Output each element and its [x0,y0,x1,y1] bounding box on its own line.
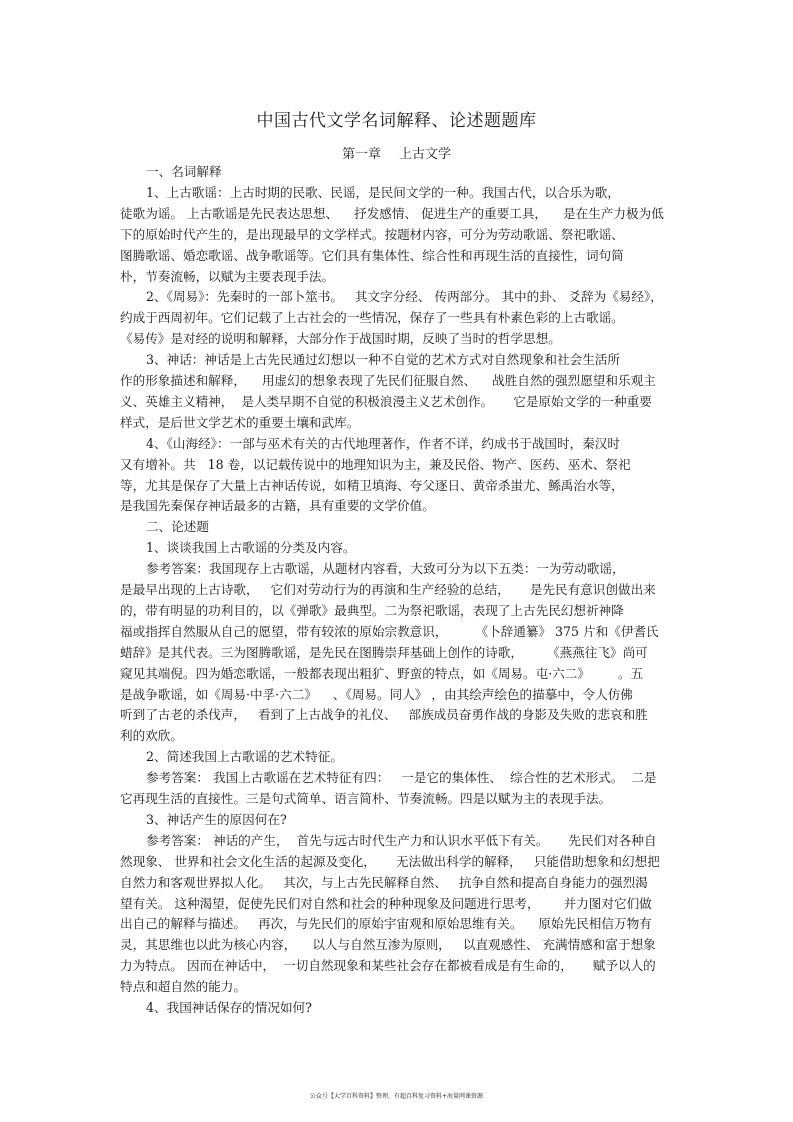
text-line: 参考答案： 我国上古歌谣在艺术特征有四： 一是它的集体性、 综合性的艺术形式。 二是 [146,770,657,786]
text-line: 下的原始时代产生的，是出现最早的文学样式。按题材内容，可分为劳动歌谣、祭祀歌谣、 [120,226,624,242]
text-line: 1、谈谈我国上古歌谣的分类及内容。 [146,540,356,556]
text-line: 特点和超自然的能力。 [120,979,246,995]
text-line: 徒歌为谣。 上古歌谣是先民表达思想、 抒发感情、 促进生产的重要工具， 是在生产力极为低 [120,205,664,221]
text-line: 窥见其端倪。四为婚恋歌谣，一般都表现出粗犷、野蛮的特点，如《周易。屯·六二》 。五 [120,665,644,681]
text-line: 样式，是后世文学艺术的重要土壤和武库。 [120,414,360,430]
chapter-name: 上古文学 [399,147,452,162]
text-line: 义、英雄主义精神， 是人类早期不自觉的积极浪漫主义艺术创作。 它是原始文学的一种重要 [120,393,652,409]
text-line: 4、我国神话保存的情况如何? [146,1000,312,1015]
text-line: 它再现生活的直接性。三是句式简单、语言简朴、节奏流畅。四是以赋为主的表现手法。 [120,791,612,806]
text-line: 3、神话：神话是上古先民通过幻想以一种不自觉的艺术方式对自然现象和社会生活所 [146,352,620,368]
section-heading: 一、名词解释 [146,164,222,179]
text-line: 福或指挥自然服从自己的愿望，带有较浓的原始宗教意识， 《卜辞通纂》 375 片和《伊耆氏 [120,623,659,639]
chapter-heading [0,143,793,162]
text-line: 又有增补。共 18 卷，以记载传说中的地理知识为主，兼及民俗、物产、医药、巫术、祭祀 [120,456,631,472]
text-line: 是我国先秦保存神话最多的古籍，具有重要的文学价值。 [120,498,435,514]
text-line: 然现象、 世界和社会文化生活的起源及变化， 无法做出科学的解释， 只能借助想象和幻想把 [120,853,660,869]
text-line: 参考答案： 神话的产生， 首先与远古时代生产力和认识水平低下有关。 先民们对各种自 [146,832,657,848]
text-line: 是战争歌谣，如《周易·中孚·六二》 、《周易。同人》 ，由其绘声绘色的描摹中，令人仿佛 [120,686,633,702]
text-line: 2、《周易》：先秦时的一部卜筮书。 其文字分经、 传两部分。 其中的卦、 爻辞为《易经》， [146,289,663,305]
text-line: 利的欢欣。 [120,728,183,744]
text-line: 蜡辞》是其代表。三为图腾歌谣，是先民在图腾崇拜基础上创作的诗歌， 《燕燕往飞》尚可 [120,644,648,660]
footer-note: 公众号【大学百科资料】整理，有超百科复习资料+海量网课资源 [309,1093,484,1100]
text-line: 约成于西周初年。它们记载了上古社会的一些情况，保存了一些具有朴素色彩的上古歌谣。 [120,310,624,326]
text-line: 1、上古歌谣：上古时期的民歌、民谣，是民间文学的一种。我国古代，以合乐为歌， [146,184,620,200]
section-heading: 二、论述题 [146,519,209,535]
text-line: 作的形象描述和解释， 用虚幻的想象表现了先民们征服自然、 战胜自然的强烈愿望和乐观主 [120,373,656,388]
text-line: 是最早出现的上古诗歌， 它们对劳动行为的再演和生产经验的总结， 是先民有意识创做出来 [120,582,656,597]
text-line: 出自己的解释与描述。 再次，与先民们的原始宇宙观和原始思维有关。 原始先民相信万物有 [120,916,652,932]
text-line: 等，尤其是保存了大量上古神话传说，如精卫填海、夸父逐日、黄帝杀蚩尤、鲧禹治水等， [120,477,624,493]
text-line: 图腾歌谣、婚恋歌谣、战争歌谣等。它们具有集体性、综合性和再现生活的直接性，词句简 [120,247,624,263]
chapter-number: 第一章 [341,147,381,162]
text-line: 力为特点。 因而在神话中， 一切自然现象和某些社会存在都被看成是有生命的， 赋予以人的 [120,958,656,974]
text-line: 参考答案：我国现存上古歌谣，从题材内容看，大致可分为以下五类：一为劳动歌谣， [146,561,625,577]
text-line: 2、简述我国上古歌谣的艺术特征。 [146,749,343,765]
text-line: 听到了古老的杀伐声， 看到了上古战争的礼仪、 部族成员奋勇作战的身影及失败的悲哀和胜 [120,707,648,723]
text-line: 朴，节奏流畅，以赋为主要表现手法。 [120,268,335,284]
text-line: 4、《山海经》：一部与巫术有关的古代地理著作，作者不详，约成书于战国时，秦汉时 [146,435,620,451]
text-line: 自然力和客观世界拟人化。 其次，与上古先民解释自然、 抗争自然和提高自身能力的强烈渴 [120,874,648,890]
text-line: 3、神话产生的原因何在? [146,811,287,827]
text-line: 的，带有明显的功利目的，以《弹歌》最典型。二为祭祀歌谣，表现了上古先民幻想祈神降 [120,602,624,618]
document-title: 中国古代文学名词解释、论述题题库 [256,111,537,131]
text-line: 《易传》是对经的说明和解释，大部分作于战国时期，反映了当时的哲学思想。 [120,331,561,347]
text-line: 灵，其思维也以此为核心内容， 以人与自然互渗为原则， 以直观感性、 充满情感和富于想象 [120,937,656,953]
text-line: 望有关。 这种渴望，促使先民们对自然和社会的种种现象及问题进行思考， 并力图对它们做 [120,895,652,911]
